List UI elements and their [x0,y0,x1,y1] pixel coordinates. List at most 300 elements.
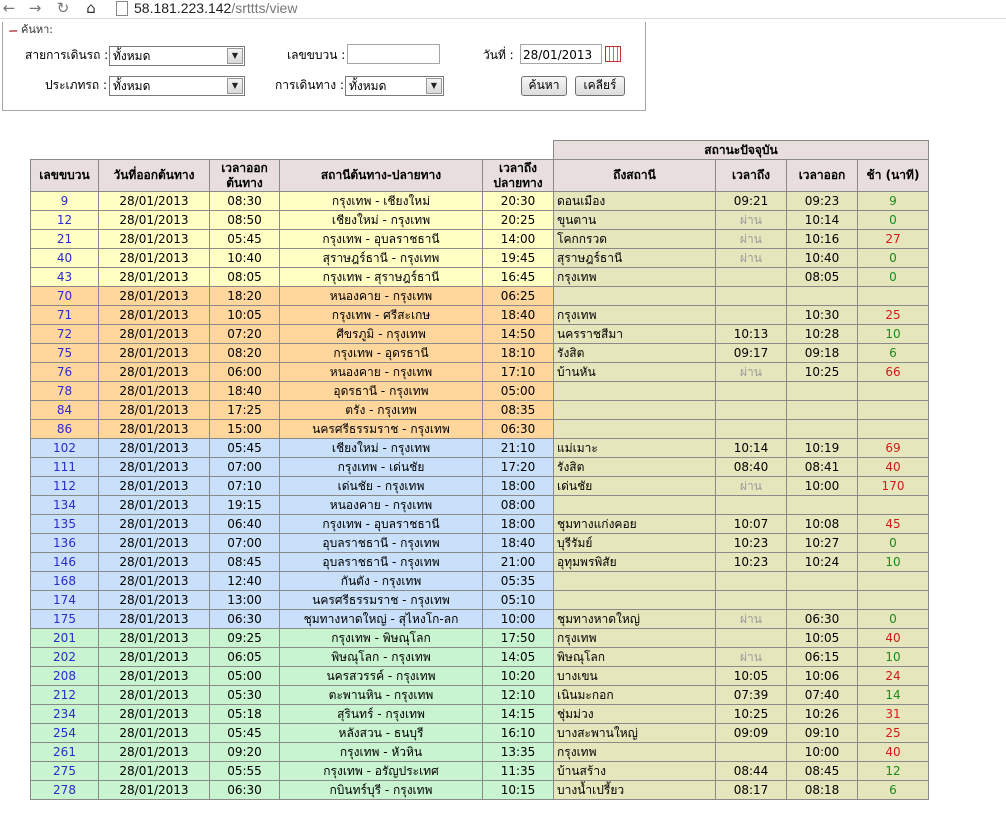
table-row[interactable] [31,648,929,667]
depart-date-cell: 28/01/2013 [99,192,210,211]
current-status-header: สถานะปัจจุบัน [554,141,929,160]
chevron-down-icon[interactable]: ▼ [227,78,243,94]
train-no-cell[interactable]: 212 [31,686,99,705]
depart-time-cell: 06:05 [210,648,280,667]
current-station-cell: นครราชสีมา [554,325,716,344]
current-station-cell: กรุงเทพ [554,306,716,325]
arrive-time-cell: 18:40 [483,306,554,325]
left-at-cell: 10:40 [787,249,858,268]
type-label: ประเภทรถ : [45,78,107,92]
arrived-at-cell: ผ่าน [716,648,787,667]
arrived-at-cell [716,382,787,401]
depart-time-cell: 07:00 [210,458,280,477]
depart-time-cell: 07:10 [210,477,280,496]
table-row[interactable] [31,306,929,325]
arrived-at-cell: 08:40 [716,458,787,477]
arrived-at-cell: ผ่าน [716,249,787,268]
arrived-at-cell: ผ่าน [716,477,787,496]
arrive-time-cell: 05:10 [483,591,554,610]
clear-button[interactable]: เคลียร์ [575,76,625,96]
col-train-no[interactable]: เลขขบวน [31,160,99,192]
current-station-cell: ชุมทางแก่งคอย [554,515,716,534]
route-cell: กรุงเทพ - เชียงใหม่ [280,192,483,211]
delay-cell: 0 [858,610,929,629]
route-cell: ชุมทางหาดใหญ่ - สุไหงโก-ลก [280,610,483,629]
forward-icon[interactable]: → [28,0,42,17]
route-cell: กรุงเทพ - อุบลราชธานี [280,515,483,534]
table-row[interactable] [31,629,929,648]
table-row[interactable] [31,686,929,705]
current-station-cell: บางสะพานใหญ่ [554,724,716,743]
depart-date-cell: 28/01/2013 [99,686,210,705]
search-button[interactable]: ค้นหา [521,76,567,96]
direction-select[interactable] [345,76,444,96]
left-at-cell: 08:41 [787,458,858,477]
train-no-cell[interactable]: 40 [31,249,99,268]
depart-time-cell: 05:45 [210,230,280,249]
depart-time-cell: 05:55 [210,762,280,781]
train-no-input[interactable] [347,44,440,64]
arrived-at-cell: ผ่าน [716,363,787,382]
table-row[interactable] [31,781,929,800]
arrive-time-cell: 12:10 [483,686,554,705]
depart-time-cell: 06:40 [210,515,280,534]
arrived-at-cell: 10:07 [716,515,787,534]
arrived-at-cell: ผ่าน [716,211,787,230]
depart-time-cell: 08:05 [210,268,280,287]
search-legend: ค้นหา: [21,23,54,36]
arrived-at-cell [716,496,787,515]
depart-time-cell: 05:30 [210,686,280,705]
depart-date-cell: 28/01/2013 [99,477,210,496]
depart-date-cell: 28/01/2013 [99,553,210,572]
delay-cell: 25 [858,306,929,325]
train-no-cell[interactable]: 21 [31,230,99,249]
arrive-time-cell: 14:50 [483,325,554,344]
current-station-cell: พิษณุโลก [554,648,716,667]
depart-time-cell: 17:25 [210,401,280,420]
delay-cell: 40 [858,458,929,477]
chevron-down-icon[interactable]: ▼ [426,78,442,94]
current-station-cell: กรุงเทพ [554,268,716,287]
table-row[interactable] [31,363,929,382]
depart-date-cell: 28/01/2013 [99,534,210,553]
left-at-cell: 10:16 [787,230,858,249]
table-row[interactable] [31,572,929,591]
arrived-at-cell: 09:21 [716,192,787,211]
train-no-cell[interactable]: 234 [31,705,99,724]
depart-time-cell: 05:00 [210,667,280,686]
arrive-time-cell: 17:10 [483,363,554,382]
arrive-time-cell: 11:35 [483,762,554,781]
table-row[interactable] [31,287,929,306]
table-row[interactable] [31,477,929,496]
route-cell: หนองคาย - กรุงเทพ [280,363,483,382]
delay-cell [858,591,929,610]
current-station-cell: ชุ่มม่วง [554,705,716,724]
current-station-cell: บ้านหัน [554,363,716,382]
train-no-cell[interactable]: 102 [31,439,99,458]
delay-cell: 0 [858,534,929,553]
arrive-time-cell: 10:20 [483,667,554,686]
left-at-cell [787,401,858,420]
current-station-cell: กรุงเทพ [554,629,716,648]
depart-date-cell: 28/01/2013 [99,515,210,534]
depart-date-cell: 28/01/2013 [99,325,210,344]
delay-cell: 66 [858,363,929,382]
direction-label: การเดินทาง : [275,78,344,92]
depart-date-cell: 28/01/2013 [99,591,210,610]
depart-time-cell: 18:20 [210,287,280,306]
train-no-cell[interactable]: 84 [31,401,99,420]
type-select[interactable] [109,76,245,96]
col-left-at: เวลาออก [787,160,858,192]
depart-date-cell: 28/01/2013 [99,458,210,477]
train-no-cell[interactable]: 9 [31,192,99,211]
depart-date-cell: 28/01/2013 [99,306,210,325]
delay-cell: 31 [858,705,929,724]
left-at-cell: 10:30 [787,306,858,325]
depart-time-cell: 06:00 [210,363,280,382]
delay-cell: 45 [858,515,929,534]
table-row[interactable] [31,192,929,211]
depart-date-cell: 28/01/2013 [99,629,210,648]
delay-cell: 0 [858,249,929,268]
route-cell: นครศรีธรรมราช - กรุงเทพ [280,591,483,610]
arrived-at-cell: 08:44 [716,762,787,781]
arrive-time-cell: 06:30 [483,420,554,439]
arrive-time-cell: 18:00 [483,515,554,534]
route-cell: กรุงเทพ - ศรีสะเกษ [280,306,483,325]
arrive-time-cell: 18:00 [483,477,554,496]
route-cell: อุบลราชธานี - กรุงเทพ [280,553,483,572]
depart-date-cell: 28/01/2013 [99,230,210,249]
train-no-cell[interactable]: 43 [31,268,99,287]
delay-cell: 10 [858,325,929,344]
arrived-at-cell [716,401,787,420]
current-station-cell: แม่เมาะ [554,439,716,458]
arrived-at-cell: 10:13 [716,325,787,344]
arrive-time-cell: 21:00 [483,553,554,572]
depart-time-cell: 18:40 [210,382,280,401]
left-at-cell: 09:23 [787,192,858,211]
train-no-cell[interactable]: 175 [31,610,99,629]
route-cell: นครศรีธรรมราช - กรุงเทพ [280,420,483,439]
back-icon[interactable]: ← [2,0,16,17]
depart-date-cell: 28/01/2013 [99,610,210,629]
home-icon[interactable]: ⌂ [86,0,96,17]
route-cell: กันตัง - กรุงเทพ [280,572,483,591]
arrived-at-cell: 09:17 [716,344,787,363]
train-no-cell[interactable]: 12 [31,211,99,230]
depart-time-cell: 13:00 [210,591,280,610]
left-at-cell: 10:27 [787,534,858,553]
table-row[interactable] [31,724,929,743]
left-at-cell: 08:45 [787,762,858,781]
left-at-cell [787,496,858,515]
arrive-time-cell: 20:25 [483,211,554,230]
depart-date-cell: 28/01/2013 [99,211,210,230]
table-row[interactable] [31,401,929,420]
train-no-cell[interactable]: 70 [31,287,99,306]
train-no-cell[interactable]: 278 [31,781,99,800]
col-route[interactable]: สถานีต้นทาง-ปลายทาง [280,160,483,192]
current-station-cell: โคกกรวด [554,230,716,249]
depart-date-cell: 28/01/2013 [99,705,210,724]
table-row[interactable] [31,249,929,268]
arrived-at-cell [716,572,787,591]
table-row[interactable] [31,667,929,686]
delay-cell: 14 [858,686,929,705]
table-row[interactable] [31,439,929,458]
arrive-time-cell: 14:00 [483,230,554,249]
left-at-cell: 10:00 [787,477,858,496]
depart-date-cell: 28/01/2013 [99,249,210,268]
train-no-cell[interactable]: 202 [31,648,99,667]
table-row[interactable] [31,762,929,781]
current-station-cell: สุราษฎร์ธานี [554,249,716,268]
depart-date-cell: 28/01/2013 [99,401,210,420]
depart-date-cell: 28/01/2013 [99,382,210,401]
left-at-cell [787,572,858,591]
train-no-cell[interactable]: 261 [31,743,99,762]
route-cell: กรุงเทพ - อุดรธานี [280,344,483,363]
arrived-at-cell [716,591,787,610]
left-at-cell: 10:28 [787,325,858,344]
depart-time-cell: 08:20 [210,344,280,363]
left-at-cell: 10:06 [787,667,858,686]
left-at-cell: 10:05 [787,629,858,648]
route-cell: หนองคาย - กรุงเทพ [280,287,483,306]
arrived-at-cell [716,287,787,306]
train-no-cell[interactable]: 112 [31,477,99,496]
route-cell: เด่นชัย - กรุงเทพ [280,477,483,496]
depart-time-cell: 19:15 [210,496,280,515]
depart-date-cell: 28/01/2013 [99,344,210,363]
route-select[interactable] [109,46,245,66]
route-cell: กรุงเทพ - พิษณุโลก [280,629,483,648]
train-status-table [30,140,929,800]
train-no-cell[interactable]: 135 [31,515,99,534]
route-cell: ตรัง - กรุงเทพ [280,401,483,420]
delay-cell: 9 [858,192,929,211]
table-row[interactable] [31,325,929,344]
left-at-cell: 10:26 [787,705,858,724]
left-at-cell [787,287,858,306]
route-cell: เชียงใหม่ - กรุงเทพ [280,439,483,458]
train-no-cell[interactable]: 146 [31,553,99,572]
delay-cell: 27 [858,230,929,249]
table-row[interactable] [31,211,929,230]
left-at-cell: 06:15 [787,648,858,667]
train-no-cell[interactable]: 76 [31,363,99,382]
delay-cell: 10 [858,648,929,667]
left-at-cell: 08:18 [787,781,858,800]
current-station-cell [554,572,716,591]
arrive-time-cell: 08:35 [483,401,554,420]
col-current-station: ถึงสถานี [554,160,716,192]
table-row[interactable] [31,230,929,249]
col-arrive-time[interactable]: เวลาถึงปลายทาง [483,160,554,192]
delay-cell: 10 [858,553,929,572]
route-cell: หลังสวน - ธนบุรี [280,724,483,743]
route-cell: กรุงเทพ - อุบลราชธานี [280,230,483,249]
train-no-cell[interactable]: 275 [31,762,99,781]
train-no-cell[interactable]: 136 [31,534,99,553]
calendar-icon[interactable] [605,46,621,62]
left-at-cell [787,591,858,610]
table-row[interactable] [31,344,929,363]
train-no-cell[interactable]: 254 [31,724,99,743]
table-row[interactable] [31,496,929,515]
col-depart-time[interactable]: เวลาออกต้นทาง [210,160,280,192]
train-no-cell[interactable]: 111 [31,458,99,477]
left-at-cell: 09:18 [787,344,858,363]
current-station-cell [554,382,716,401]
depart-date-cell: 28/01/2013 [99,781,210,800]
table-row[interactable] [31,705,929,724]
depart-time-cell: 05:18 [210,705,280,724]
arrived-at-cell: 08:17 [716,781,787,800]
delay-cell: 12 [858,762,929,781]
depart-time-cell: 07:00 [210,534,280,553]
train-no-cell[interactable]: 201 [31,629,99,648]
route-cell: พิษณุโลก - กรุงเทพ [280,648,483,667]
left-at-cell [787,420,858,439]
page-icon [116,1,128,16]
url-field[interactable]: 58.181.223.142/srttts/view [134,0,298,16]
depart-time-cell: 06:30 [210,781,280,800]
depart-date-cell: 28/01/2013 [99,363,210,382]
table-row[interactable] [31,534,929,553]
left-at-cell: 10:25 [787,363,858,382]
current-station-cell [554,496,716,515]
current-station-cell: ชุมทางหาดใหญ่ [554,610,716,629]
arrive-time-cell: 06:25 [483,287,554,306]
table-row[interactable] [31,382,929,401]
table-row[interactable] [31,591,929,610]
table-row[interactable] [31,610,929,629]
search-legend-icon [9,24,22,32]
train-no-cell[interactable]: 78 [31,382,99,401]
depart-time-cell: 09:20 [210,743,280,762]
depart-time-cell: 15:00 [210,420,280,439]
left-at-cell: 10:14 [787,211,858,230]
route-cell: กรุงเทพ - หัวหิน [280,743,483,762]
arrived-at-cell [716,306,787,325]
arrived-at-cell: 10:14 [716,439,787,458]
current-station-cell [554,287,716,306]
arrive-time-cell: 05:00 [483,382,554,401]
direction-select-value: ทั้งหมด [349,79,387,93]
delay-cell: 0 [858,211,929,230]
route-label: สายการเดินรถ : [25,48,109,62]
arrive-time-cell: 20:30 [483,192,554,211]
route-cell: กรุงเทพ - เด่นชัย [280,458,483,477]
table-row[interactable] [31,743,929,762]
current-station-cell: รังสิต [554,344,716,363]
delay-cell: 40 [858,629,929,648]
train-no-cell[interactable]: 72 [31,325,99,344]
table-row[interactable] [31,553,929,572]
address-bar [0,0,1006,19]
arrive-time-cell: 14:05 [483,648,554,667]
arrived-at-cell: 10:25 [716,705,787,724]
col-depart-date[interactable]: วันที่ออกต้นทาง [99,160,210,192]
train-no-cell[interactable]: 208 [31,667,99,686]
route-cell: นครสวรรค์ - กรุงเทพ [280,667,483,686]
arrive-time-cell: 14:15 [483,705,554,724]
depart-date-cell: 28/01/2013 [99,496,210,515]
arrive-time-cell: 17:20 [483,458,554,477]
date-label: วันที่ : [483,48,514,62]
left-at-cell: 08:05 [787,268,858,287]
reload-icon[interactable]: ↻ [56,0,70,17]
depart-time-cell: 10:05 [210,306,280,325]
depart-date-cell: 28/01/2013 [99,724,210,743]
delay-cell [858,420,929,439]
left-at-cell: 07:40 [787,686,858,705]
arrived-at-cell [716,629,787,648]
train-no-cell[interactable]: 71 [31,306,99,325]
train-no-cell[interactable]: 168 [31,572,99,591]
arrived-at-cell: 10:23 [716,553,787,572]
arrived-at-cell: 10:05 [716,667,787,686]
current-station-cell: กรุงเทพ [554,743,716,762]
depart-time-cell: 08:30 [210,192,280,211]
arrive-time-cell: 17:50 [483,629,554,648]
current-station-cell [554,591,716,610]
depart-time-cell: 08:50 [210,211,280,230]
train-no-cell[interactable]: 174 [31,591,99,610]
delay-cell: 24 [858,667,929,686]
depart-time-cell: 05:45 [210,724,280,743]
arrive-time-cell: 18:40 [483,534,554,553]
train-no-cell[interactable]: 75 [31,344,99,363]
route-cell: สุรินทร์ - กรุงเทพ [280,705,483,724]
train-no-cell[interactable]: 86 [31,420,99,439]
current-station-cell: ดอนเมือง [554,192,716,211]
current-station-cell: อุทุมพรพิสัย [554,553,716,572]
left-at-cell: 10:00 [787,743,858,762]
delay-cell: 69 [858,439,929,458]
depart-time-cell: 12:40 [210,572,280,591]
chevron-down-icon[interactable]: ▼ [227,48,243,64]
arrive-time-cell: 05:35 [483,572,554,591]
delay-cell: 6 [858,344,929,363]
route-select-value: ทั้งหมด [113,49,151,63]
depart-time-cell: 05:45 [210,439,280,458]
left-at-cell: 10:24 [787,553,858,572]
current-station-cell: เนินมะกอก [554,686,716,705]
depart-date-cell: 28/01/2013 [99,287,210,306]
current-station-cell: บางเขน [554,667,716,686]
table-row[interactable] [31,458,929,477]
table-row[interactable] [31,420,929,439]
table-row[interactable] [31,268,929,287]
current-station-cell: ขุนตาน [554,211,716,230]
arrived-at-cell: 10:23 [716,534,787,553]
current-station-cell [554,420,716,439]
depart-time-cell: 10:40 [210,249,280,268]
table-row[interactable] [31,515,929,534]
current-station-cell: บ้านสร้าง [554,762,716,781]
delay-cell [858,496,929,515]
date-input[interactable]: 28/01/2013 [520,44,602,64]
train-no-cell[interactable]: 134 [31,496,99,515]
route-cell: ตะพานหิน - กรุงเทพ [280,686,483,705]
route-cell: กรุงเทพ - สุราษฎร์ธานี [280,268,483,287]
